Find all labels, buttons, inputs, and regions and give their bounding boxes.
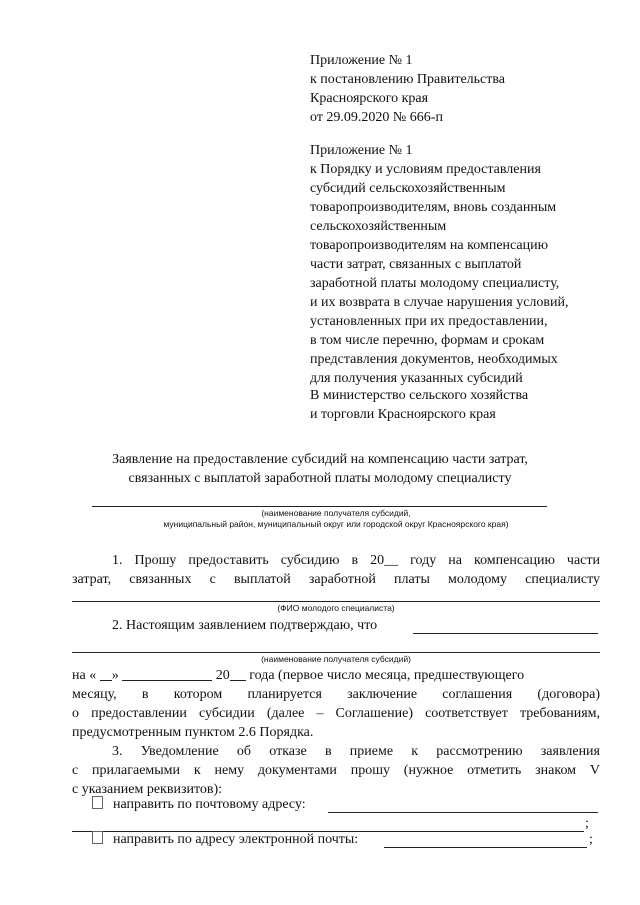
email-checkbox[interactable] [92,831,103,844]
annex-line: к постановлению Правительства [310,72,506,87]
annex-line: сельскохозяйственным [310,219,447,234]
annex-line: товаропроизводителям, вновь созданным [310,200,557,215]
addressee [310,386,528,424]
month-field[interactable] [122,666,212,681]
title-line: Заявление на предоставление субсидий на компенсацию части затрат, [112,452,528,467]
addressee-line: В министерство сельского хозяйства [310,388,529,403]
annex-line: Красноярского края [310,91,429,106]
recipient-name-field-2[interactable] [72,652,600,653]
annex-line: для получения указанных субсидий [310,371,523,386]
email-address-field[interactable] [384,847,587,848]
annex-line: в том числе перечню, формам и срокам [310,333,545,348]
paragraph-3-line-1: 3. Уведомление об отказе в приеме к рассмотрению заявления [112,744,600,759]
paragraph-1-line-1: 1. Прошу предоставить субсидию в 20__ году на компенсацию части [112,553,600,568]
paragraph-2-line-5: предусмотренным пунктом 2.6 Порядка. [72,725,314,740]
annex-line: Приложение № 1 [310,143,413,158]
confirmation-field[interactable] [413,633,598,634]
annex-line: к Порядку и условиям предоставления [310,162,541,177]
specialist-name-caption: (ФИО молодого специалиста) [277,603,395,613]
annex-line: заработной платы молодому специалисту, [310,276,560,291]
annex-line: товаропроизводителям на компенсацию [310,238,549,253]
annex-line: представления документов, необходимых [310,352,558,367]
day-field[interactable] [100,666,112,681]
addressee-line: и торговли Красноярского края [310,407,496,422]
document-title [0,450,640,488]
postal-semicolon: ; [585,816,589,831]
email-semicolon: ; [589,832,593,847]
postal-checkbox[interactable] [92,796,103,809]
specialist-name-field[interactable] [72,601,600,602]
year-field[interactable] [230,666,246,681]
annex-line: от 29.09.2020 № 666-п [310,110,443,125]
postal-option[interactable]: направить по почтовому адресу: [92,795,306,814]
paragraph-1-line-2: затрат, связанных с выплатой заработной платы молодому специалисту [72,572,600,587]
annex-line: установленных при их предоставлении, [310,314,548,329]
recipient-name-field[interactable] [92,506,547,507]
paragraph-2-line-4: о предоставлении субсидии (далее – Соглашение) соответствует требованиям, [72,706,600,721]
postal-address-field[interactable] [328,812,598,813]
recipient-name-caption-2: (наименование получателя субсидий) [261,654,411,664]
annex-line: части затрат, связанных с выплатой [310,257,522,272]
paragraph-2-intro: 2. Настоящим заявлением подтверждаю, что [112,618,378,633]
title-line: связанных с выплатой заработной платы молодому специалисту [128,471,512,486]
annex-line: Приложение № 1 [310,53,413,68]
procedure-annex-header [310,141,569,388]
recipient-name-caption: (наименование получателя субсидий, муниципальный район, муниципальный округ или городской округ Красноярского края) [163,508,509,529]
email-option[interactable]: направить по адресу электронной почты: [92,830,358,849]
annex-line: и их возврата в случае нарушения условий, [310,295,569,310]
paragraph-3-line-2: с прилагаемыми к нему документами прошу (нужное отметить знаком V [72,763,600,778]
date-line: на « » 20 года (первое число месяца, предшествующего [72,668,525,683]
annex-header [310,51,505,127]
paragraph-3-line-3: с указанием реквизитов): [72,782,223,797]
annex-line: субсидий сельскохозяйственным [310,181,506,196]
paragraph-2-line-3: месяцу, в котором планируется заключение соглашения (договора) [72,687,600,702]
